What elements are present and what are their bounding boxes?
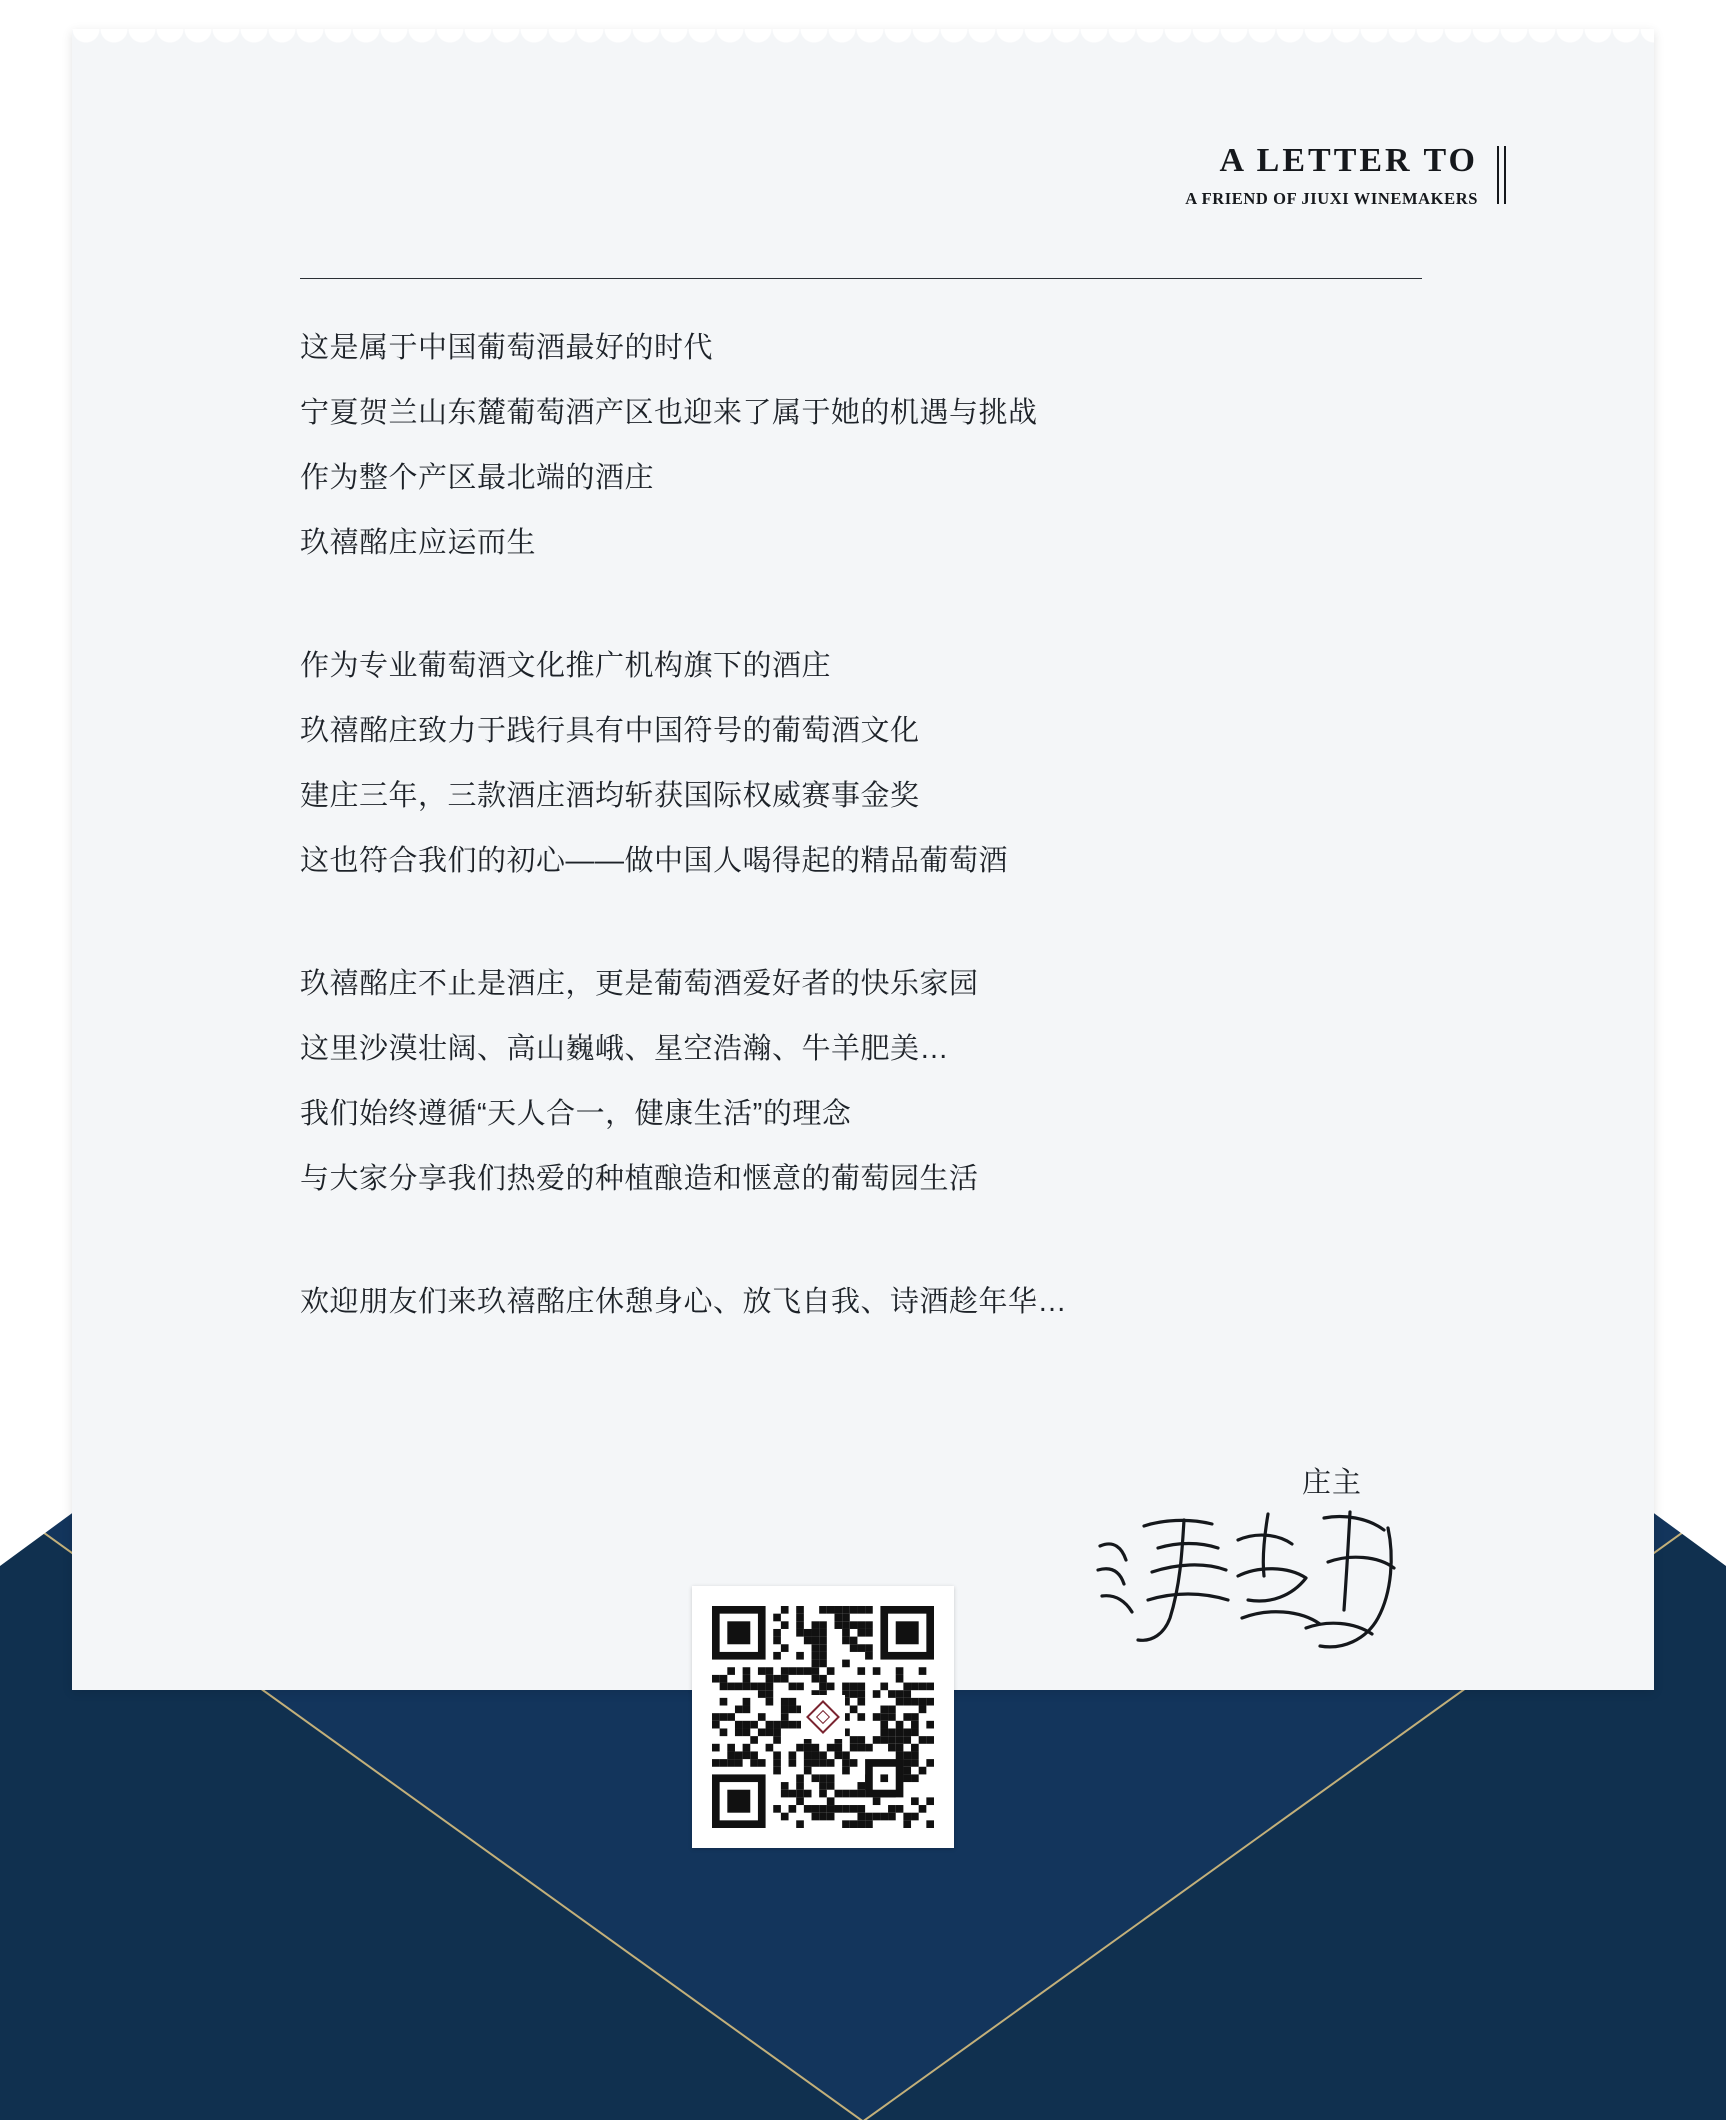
letter-header — [1185, 142, 1506, 209]
double-bar-icon — [1492, 146, 1506, 204]
page-subtitle: A FRIEND OF JIUXI WINEMAKERS — [1185, 189, 1478, 209]
qr-code[interactable] — [692, 1586, 954, 1848]
letter-line: 我们始终遵循“天人合一，健康生活”的理念 — [300, 1098, 852, 1130]
letter-line: 这是属于中国葡萄酒最好的时代 — [300, 332, 714, 364]
page-title: A LETTER TO — [1219, 142, 1478, 179]
letter-line: 作为专业葡萄酒文化推广机构旗下的酒庄 — [300, 650, 832, 682]
letter-line: 这也符合我们的初心——做中国人喝得起的精品葡萄酒 — [300, 845, 1009, 877]
signature-role: 庄主 — [1302, 1467, 1363, 1499]
letter-paragraph — [300, 952, 1500, 1212]
letter-line: 这里沙漠壮阔、高山巍峨、星空浩瀚、牛羊肥美… — [300, 1033, 950, 1065]
letter-line: 建庄三年，三款酒庄酒均斩获国际权威赛事金奖 — [300, 780, 920, 812]
letter-paragraph — [300, 634, 1500, 894]
signature-handwritten — [1092, 1500, 1412, 1670]
letter-body — [300, 316, 1500, 1335]
header-divider — [300, 278, 1422, 279]
letter-paragraph — [300, 1270, 1500, 1335]
letter-line: 宁夏贺兰山东麓葡萄酒产区也迎来了属于她的机遇与挑战 — [300, 397, 1038, 429]
letter-line: 玖禧酩庄不止是酒庄，更是葡萄酒爱好者的快乐家园 — [300, 968, 979, 1000]
letter-line: 玖禧酩庄致力于践行具有中国符号的葡萄酒文化 — [300, 715, 920, 747]
letter-line: 与大家分享我们热爱的种植酿造和惬意的葡萄园生活 — [300, 1163, 979, 1195]
qr-center-logo-icon — [801, 1695, 845, 1739]
letter-paragraph — [300, 316, 1500, 576]
letter-line: 作为整个产区最北端的酒庄 — [300, 462, 655, 494]
letter-line: 玖禧酩庄应运而生 — [300, 527, 537, 559]
letter-line: 欢迎朋友们来玖禧酩庄休憩身心、放飞自我、诗酒趁年华… — [300, 1286, 1068, 1318]
letter-sheet — [72, 30, 1654, 1690]
